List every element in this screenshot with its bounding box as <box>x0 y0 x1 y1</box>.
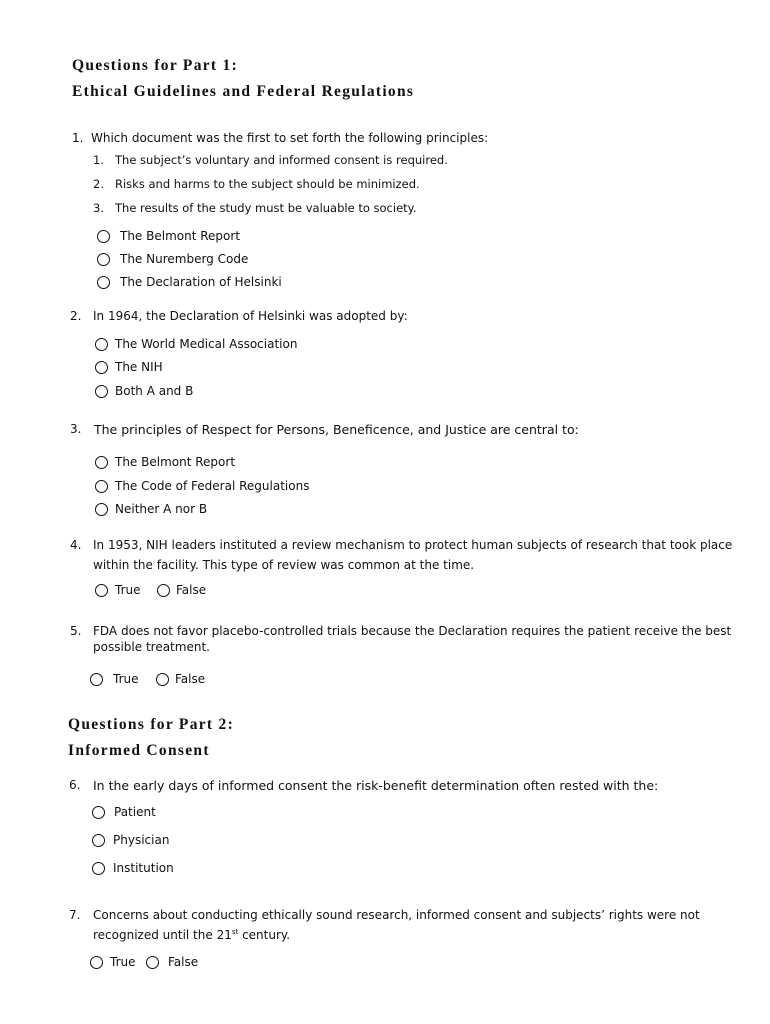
principle-text: Risks and harms to the subject should be minimized. <box>115 177 420 191</box>
radio-button[interactable] <box>92 834 105 847</box>
q2-option-c[interactable] <box>95 384 193 398</box>
q4-option-false[interactable] <box>157 583 206 597</box>
option-label: True <box>113 672 139 686</box>
radio-button[interactable] <box>92 806 105 819</box>
question-text: Which document was the first to set forth the following principles: <box>91 131 489 145</box>
question-number: 6. <box>69 778 81 792</box>
option-label: The Belmont Report <box>120 229 241 243</box>
question-number: 3. <box>70 422 82 436</box>
question-text-line: Concerns about conducting ethically sound research, informed consent and subjects’ rights were not <box>93 908 700 922</box>
option-label: The Belmont Report <box>115 455 236 469</box>
radio-button[interactable] <box>146 956 159 969</box>
question-text-segment: recognized until the 21 <box>93 928 232 942</box>
option-label: Both A and B <box>115 384 194 398</box>
q5-option-false[interactable] <box>156 672 205 686</box>
option-label: The Nuremberg Code <box>120 252 249 266</box>
question-text-line: FDA does not favor placebo-controlled trials because the Declaration requires the patient receive the best <box>93 624 732 638</box>
principle-number: 3. <box>93 201 104 215</box>
question-text: In 1964, the Declaration of Helsinki was adopted by: <box>93 309 408 323</box>
q6-option-a[interactable] <box>92 805 156 819</box>
question-4 <box>70 536 733 576</box>
question-text-line <box>93 926 290 945</box>
part1-heading-title: Questions for Part 1: <box>72 57 239 74</box>
question-5 <box>70 622 732 660</box>
q1-option-a[interactable] <box>97 229 240 243</box>
radio-button[interactable] <box>97 276 110 289</box>
option-label: Physician <box>113 833 170 847</box>
question-7 <box>69 906 719 948</box>
question-text-segment: century. <box>238 928 291 942</box>
option-label: Patient <box>114 805 156 819</box>
option-label: True <box>110 955 136 969</box>
option-label: Neither A nor B <box>115 502 208 516</box>
principle-text: The results of the study must be valuable to society. <box>115 201 417 215</box>
q2-option-a[interactable] <box>95 337 297 351</box>
option-label: False <box>168 955 199 969</box>
question-number: 5. <box>70 624 82 638</box>
radio-button[interactable] <box>95 480 108 493</box>
question-text-line: possible treatment. <box>93 640 210 654</box>
question-number: 1. <box>72 131 84 145</box>
q4-option-true[interactable] <box>95 583 141 597</box>
q1-option-b[interactable] <box>97 252 248 266</box>
question-number: 7. <box>69 908 81 922</box>
option-label: The World Medical Association <box>115 337 298 351</box>
part2-heading-subtitle: Informed Consent <box>68 742 210 759</box>
option-label: The Declaration of Helsinki <box>120 275 282 289</box>
option-label: False <box>176 583 207 597</box>
q3-option-a[interactable] <box>95 455 235 469</box>
radio-button[interactable] <box>90 956 103 969</box>
radio-button[interactable] <box>157 584 170 597</box>
part2-heading-title: Questions for Part 2: <box>68 716 235 733</box>
option-label: True <box>115 583 141 597</box>
q7-option-true[interactable] <box>90 955 136 969</box>
principle-number: 2. <box>93 177 104 191</box>
q3-option-c[interactable] <box>95 502 207 516</box>
option-label: The NIH <box>115 360 163 374</box>
question-text-line: In 1953, NIH leaders instituted a review mechanism to protect human subjects of research that took place <box>93 538 733 552</box>
ordinal-suffix: st <box>231 928 239 936</box>
radio-button[interactable] <box>95 503 108 516</box>
option-label: False <box>175 672 206 686</box>
radio-button[interactable] <box>97 253 110 266</box>
radio-button[interactable] <box>156 673 169 686</box>
radio-button[interactable] <box>95 361 108 374</box>
radio-button[interactable] <box>92 862 105 875</box>
principle-text: The subject’s voluntary and informed consent is required. <box>115 153 448 167</box>
radio-button[interactable] <box>95 456 108 469</box>
radio-button[interactable] <box>90 673 103 686</box>
question-text: In the early days of informed consent the risk-benefit determination often rested with the: <box>93 778 659 793</box>
option-label: Institution <box>113 861 174 875</box>
q7-option-false[interactable] <box>146 955 198 969</box>
radio-button[interactable] <box>95 385 108 398</box>
principle-number: 1. <box>93 153 104 167</box>
q6-option-b[interactable] <box>92 833 169 847</box>
question-number: 2. <box>70 309 82 323</box>
q3-option-b[interactable] <box>95 479 309 493</box>
radio-button[interactable] <box>95 584 108 597</box>
radio-button[interactable] <box>95 338 108 351</box>
q6-option-c[interactable] <box>92 861 174 875</box>
radio-button[interactable] <box>97 230 110 243</box>
q2-option-b[interactable] <box>95 360 163 374</box>
q5-option-true[interactable] <box>90 672 139 686</box>
q1-option-c[interactable] <box>97 275 282 289</box>
question-text-line: within the facility. This type of review was common at the time. <box>93 558 475 572</box>
option-label: The Code of Federal Regulations <box>115 479 310 493</box>
question-number: 4. <box>70 538 82 552</box>
part1-heading-subtitle: Ethical Guidelines and Federal Regulations <box>72 83 415 100</box>
question-text: The principles of Respect for Persons, Beneficence, and Justice are central to: <box>94 422 579 437</box>
